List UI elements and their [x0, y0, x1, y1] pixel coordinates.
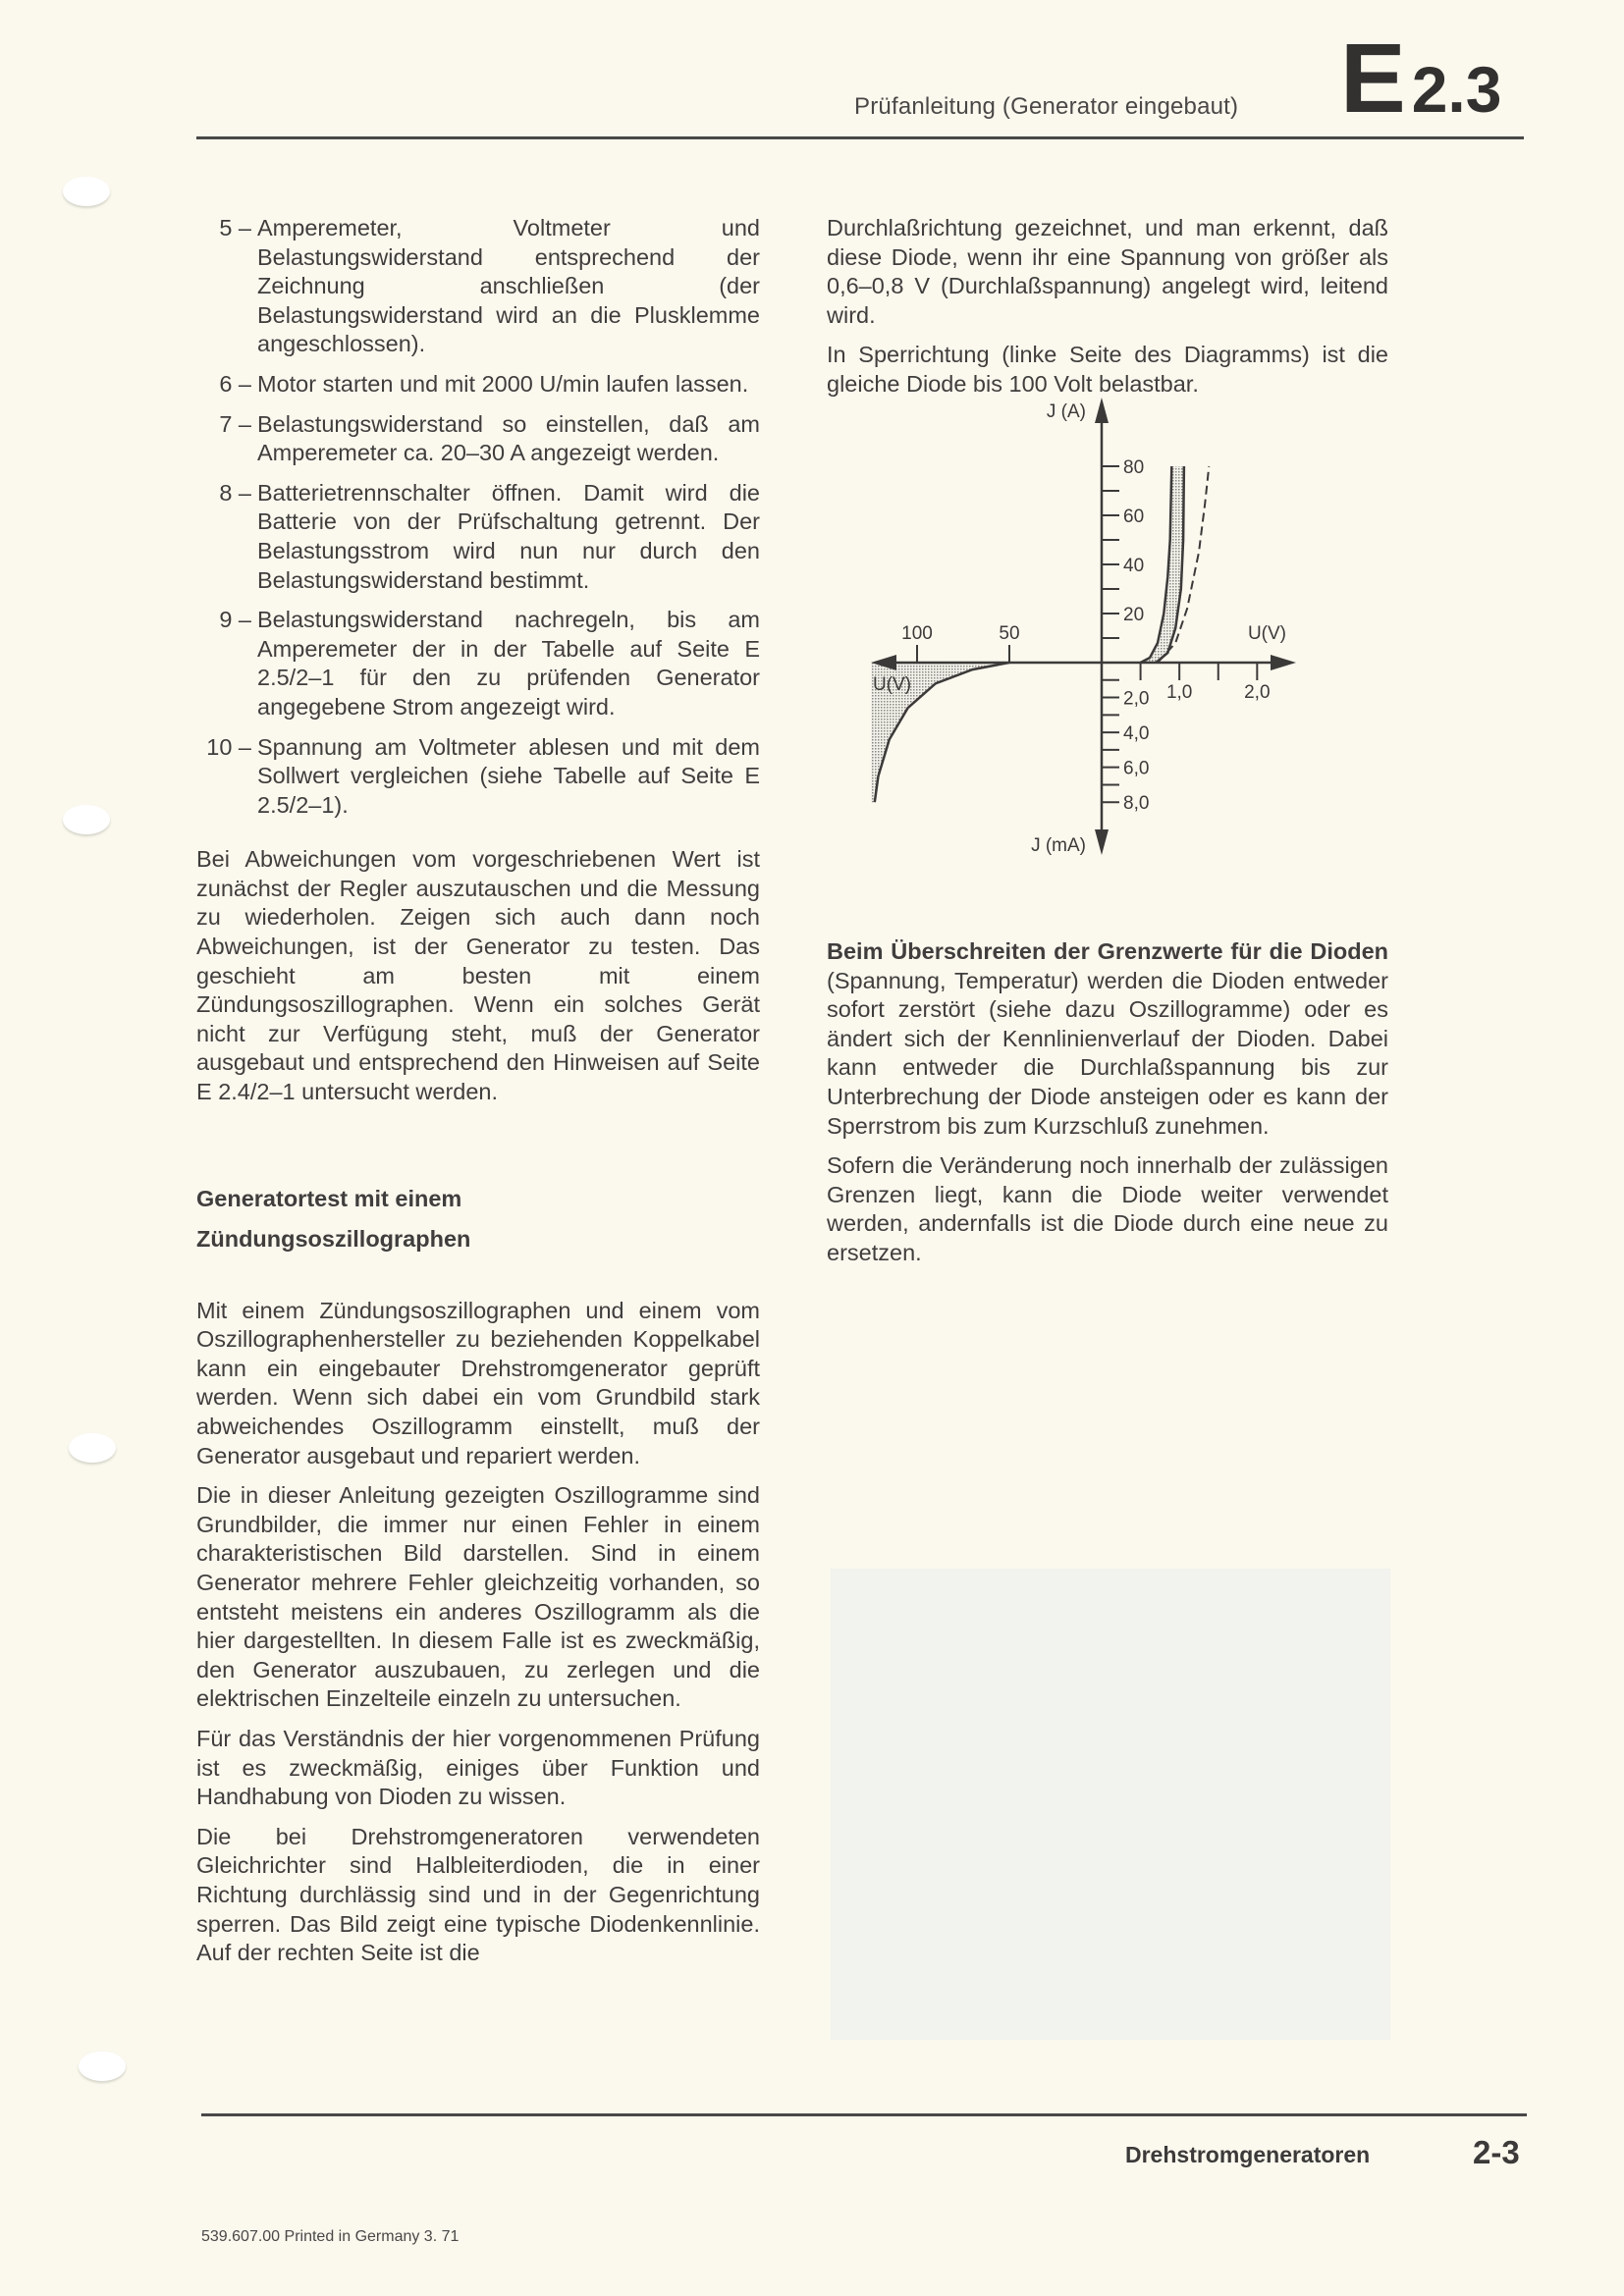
x-tick-label-reverse: 100: [901, 623, 933, 644]
punch-hole: [63, 805, 110, 834]
x-axis-label-forward: U(V): [1247, 623, 1286, 644]
x-tick-label-reverse: 50: [999, 623, 1020, 644]
section-heading: [196, 1184, 760, 1254]
punch-hole: [79, 2052, 126, 2081]
body-paragraph: Sofern die Veränderung noch innerhalb der zulässigen Grenzen liegt, kann die Diode weiter verwendet werden, andernfalls ist die Diode durch eine neue zu ersetzen.: [827, 1152, 1388, 1265]
step-text: Belastungswiderstand so einstellen, daß am Amperemeter ca. 20–30 A angezeigt werden.: [257, 410, 760, 466]
right-column-bottom: [827, 937, 1388, 1279]
section-code-number: 2.3: [1411, 53, 1502, 126]
image-placeholder-area: [831, 1569, 1390, 2040]
forward-tolerance-band: [1141, 466, 1184, 663]
step-text: Amperemeter, Voltmeter und Belastungswiderstand entsprechend der Zeichnung anschließen (der Belastungswiderstand wird an die Plusklemme angeschlossen).: [257, 215, 760, 357]
deviation-paragraph: Bei Abweichungen vom vorgeschriebenen Wert ist zunächst der Regler auszutauschen und die Messung zu wiederholen. Zeigen sich auch dann noch Abweichungen, ist der Generator zu testen. Das geschieht am besten mit einem Zündungsoszillographen. Wenn ein solches Gerät nicht zur Verfügung steht, muß der Generator ausgebaut und entsprechend den Hinweisen auf Seite E 2.4/2–1 untersucht werden.: [196, 846, 760, 1105]
x-axis-label-reverse: U(V): [873, 674, 912, 695]
test-step: [196, 606, 760, 721]
y-axis-label-reverse: J (mA): [1031, 835, 1086, 856]
y-tick-label-reverse: 2,0: [1123, 688, 1150, 710]
right-column-top: [827, 214, 1388, 410]
test-step: [196, 370, 760, 400]
x-tick-label-forward: 1,0: [1165, 682, 1193, 703]
section-heading-line: Zündungsoszillographen: [196, 1225, 471, 1252]
y-tick-label-forward: 80: [1123, 457, 1145, 478]
diode-characteristic-chart: [854, 401, 1365, 874]
punch-hole: [69, 1433, 116, 1463]
test-step: [196, 214, 760, 359]
step-number: 10 –: [206, 733, 251, 760]
page-number: 2-3: [1473, 2134, 1520, 2170]
step-text: Spannung am Voltmeter ablesen und mit dem Sollwert vergleichen (siehe Tabelle auf Seite E 2.5/2–1).: [257, 733, 760, 818]
test-step: [196, 479, 760, 595]
limits-paragraph: [827, 937, 1388, 1141]
body-paragraph: Die in dieser Anleitung gezeigten Oszillogramme sind Grundbilder, die immer nur einen Fehler in einem charakteristischen Bild darstellen. Sind in einem Generator mehrere Fehler gleichzeitig vorhanden, so entsteht meistens ein anderes Oszillogramm als die hier dargestellten. In diesem Falle ist es zweckmäßig, den Generator auszubauen, zu zerlegen und die elektrischen Einzelteile einzeln zu untersuchen.: [196, 1482, 760, 1712]
step-text: Motor starten und mit 2000 U/min laufen lassen.: [257, 370, 749, 397]
y-tick-label-forward: 40: [1123, 556, 1145, 576]
section-code-letter: E: [1340, 24, 1406, 133]
footer-section-title: Drehstromgeneratoren: [1125, 2142, 1371, 2167]
y-axis-label-forward: J (A): [1046, 401, 1086, 422]
y-tick-label-reverse: 6,0: [1123, 758, 1150, 779]
y-tick-label-forward: 20: [1123, 605, 1145, 625]
test-steps-list: [196, 214, 760, 820]
body-paragraph: Die bei Drehstromgeneratoren verwendeten Gleichrichter sind Halbleiterdioden, die in einer Richtung durchlässig sind und in der Gegenrichtung sperren. Das Bild zeigt eine typische Diodenkennlinie. Auf der rechten Seite ist die: [196, 1823, 760, 1966]
body-paragraph: Durchlaßrichtung gezeichnet, und man erkennt, daß diese Diode, wenn ihr eine Spannung von größer als 0,6–0,8 V (Durchlaßspannung) angelegt wird, leitend wird.: [827, 215, 1388, 328]
step-number: 7 –: [219, 410, 251, 437]
left-column: [196, 214, 760, 1979]
body-paragraph: Mit einem Zündungsoszillographen und einem vom Oszillographenhersteller zu beziehenden Koppelkabel kann ein eingebauter Drehstromgenerator geprüft werden. Wenn sich dabei ein vom Grundbild stark abweichendes Oszillogramm einstellt, muß der Generator ausgebaut und repariert werden.: [196, 1297, 760, 1468]
step-number: 9 –: [219, 607, 251, 633]
punch-hole: [63, 177, 110, 206]
footer-rule: [201, 2113, 1527, 2116]
step-number: 8 –: [219, 479, 251, 506]
test-step: [196, 733, 760, 821]
x-axis-arrow-right: [1271, 655, 1296, 670]
step-number: 5 –: [219, 215, 251, 240]
test-step: [196, 410, 760, 468]
step-text: Batterietrennschalter öffnen. Damit wird die Batterie von der Prüfschaltung getrennt. Der Belastungsstrom wird nun nur durch den Belastungswiderstand bestimmt.: [257, 479, 760, 593]
y-tick-label-reverse: 4,0: [1123, 723, 1150, 745]
print-imprint: 539.607.00 Printed in Germany 3. 71: [201, 2228, 460, 2245]
section-heading-line: Generatortest mit einem: [196, 1185, 462, 1211]
limits-rest: (Spannung, Temperatur) werden die Dioden entweder sofort zerstört (siehe dazu Oszillogramme) oder es ändert sich der Kennlinienverlauf der Dioden. Dabei kann entweder die Durchlaßspannung bis zur Unterbrechung der Diode ansteigen oder es kann der Sperrstrom bis zum Kurzschluß zunehmen.: [827, 967, 1388, 1139]
step-text: Belastungswiderstand nachregeln, bis am Amperemeter der in der Tabelle auf Seite E 2.5/2–1 für den zu prüfenden Generator angegebene Strom angezeigt wird.: [257, 607, 760, 720]
body-paragraph: In Sperrichtung (linke Seite des Diagramms) ist die gleiche Diode bis 100 Volt belastbar.: [827, 342, 1388, 397]
step-number: 6 –: [219, 370, 251, 397]
diode-characteristic-svg: [854, 401, 1365, 874]
limits-bold-lead: Beim Überschreiten der Grenzwerte für die Dioden: [827, 938, 1388, 964]
header-rule: [196, 136, 1524, 139]
y-axis-arrow-down: [1095, 829, 1109, 855]
page-header-title: Prüfanleitung (Generator eingebaut): [854, 93, 1239, 120]
y-tick-label-forward: 60: [1123, 507, 1145, 527]
section-code: [1340, 24, 1502, 133]
body-paragraph: Für das Verständnis der hier vorgenommenen Prüfung ist es zweckmäßig, einiges über Funktion und Handhabung von Dioden zu wissen.: [196, 1725, 760, 1810]
y-tick-label-reverse: 8,0: [1123, 793, 1150, 815]
x-tick-label-forward: 2,0: [1244, 682, 1271, 703]
